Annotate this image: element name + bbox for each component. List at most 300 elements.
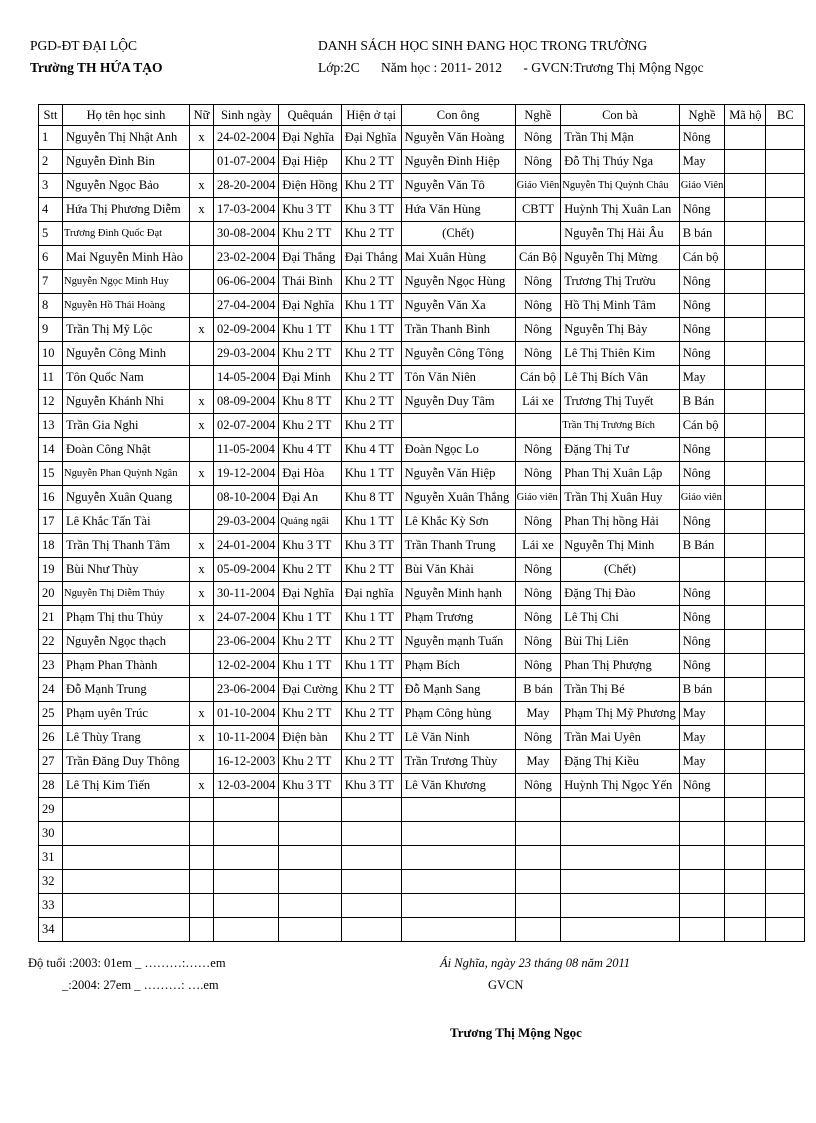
cell-household-code — [725, 414, 766, 438]
cell-student-name — [63, 918, 190, 942]
cell-household-code — [725, 702, 766, 726]
cell-father-name: (Chết) — [401, 222, 515, 246]
cell-mother-job — [679, 870, 725, 894]
cell-student-name: Lê Khắc Tấn Tài — [63, 510, 190, 534]
cell-female — [190, 870, 214, 894]
cell-female — [190, 222, 214, 246]
cell-birth-date: 16-12-2003 — [214, 750, 279, 774]
cell-hometown: Đại Nghĩa — [279, 126, 341, 150]
teacher-signature-name: Trương Thị Mộng Ngọc — [450, 1025, 582, 1040]
cell-stt: 18 — [39, 534, 63, 558]
cell-residence: Đại nghĩa — [341, 582, 401, 606]
cell-father-job: Nông — [515, 462, 561, 486]
cell-residence: Khu 8 TT — [341, 486, 401, 510]
cell-mother-job: Nông — [679, 606, 725, 630]
cell-stt: 13 — [39, 414, 63, 438]
cell-bc — [766, 750, 805, 774]
cell-birth-date: 05-09-2004 — [214, 558, 279, 582]
cell-female: x — [190, 126, 214, 150]
cell-mother-job: B Bán — [679, 534, 725, 558]
cell-stt: 6 — [39, 246, 63, 270]
cell-student-name: Nguyễn Công Minh — [63, 342, 190, 366]
cell-student-name: Nguyễn Xuân Quang — [63, 486, 190, 510]
cell-father-job — [515, 798, 561, 822]
cell-mother-job — [679, 822, 725, 846]
cell-stt: 14 — [39, 438, 63, 462]
cell-stt: 2 — [39, 150, 63, 174]
cell-student-name: Nguyễn Ngọc thạch — [63, 630, 190, 654]
cell-father-name: Nguyễn Xuân Thắng — [401, 486, 515, 510]
gvcn-label: GVCN — [488, 978, 524, 992]
cell-household-code — [725, 630, 766, 654]
cell-bc — [766, 294, 805, 318]
class-label: Lớp:2C — [318, 60, 360, 75]
cell-father-name: Nguyễn mạnh Tuấn — [401, 630, 515, 654]
cell-residence — [341, 894, 401, 918]
cell-stt: 8 — [39, 294, 63, 318]
cell-household-code — [725, 318, 766, 342]
cell-residence: Khu 2 TT — [341, 678, 401, 702]
cell-stt: 27 — [39, 750, 63, 774]
cell-mother-job: Nông — [679, 630, 725, 654]
cell-birth-date: 12-03-2004 — [214, 774, 279, 798]
table-row — [39, 270, 805, 294]
cell-birth-date: 08-10-2004 — [214, 486, 279, 510]
cell-hometown: Quảng ngãi — [279, 510, 341, 534]
cell-student-name: Mai Nguyễn Minh Hào — [63, 246, 190, 270]
cell-mother-job: Nông — [679, 342, 725, 366]
cell-household-code — [725, 822, 766, 846]
table-row — [39, 774, 805, 798]
age-summary-2003: Độ tuổi :2003: 01em _ ………:……em — [28, 956, 226, 970]
education-office: PGD-ĐT ĐẠI LỘC — [30, 38, 137, 53]
table-row — [39, 174, 805, 198]
cell-hometown: Khu 2 TT — [279, 702, 341, 726]
cell-father-job: Nông — [515, 294, 561, 318]
cell-father-name: Nguyễn Văn Xa — [401, 294, 515, 318]
cell-stt: 3 — [39, 174, 63, 198]
cell-household-code — [725, 174, 766, 198]
cell-student-name: Nguyễn Ngọc Bảo — [63, 174, 190, 198]
cell-mother-name: Đặng Thị Tư — [561, 438, 679, 462]
cell-hometown: Khu 8 TT — [279, 390, 341, 414]
cell-household-code — [725, 390, 766, 414]
cell-female: x — [190, 534, 214, 558]
cell-household-code — [725, 654, 766, 678]
cell-mother-job: Nông — [679, 294, 725, 318]
cell-father-name — [401, 918, 515, 942]
cell-student-name: Trần Gia Nghi — [63, 414, 190, 438]
column-header-stt: Stt — [39, 105, 63, 126]
cell-residence: Khu 1 TT — [341, 318, 401, 342]
cell-student-name — [63, 846, 190, 870]
cell-hometown — [279, 918, 341, 942]
cell-residence — [341, 918, 401, 942]
cell-female — [190, 486, 214, 510]
cell-bc — [766, 558, 805, 582]
cell-bc — [766, 246, 805, 270]
cell-household-code — [725, 222, 766, 246]
cell-female — [190, 294, 214, 318]
cell-stt: 22 — [39, 630, 63, 654]
cell-residence: Khu 2 TT — [341, 222, 401, 246]
cell-female: x — [190, 198, 214, 222]
cell-father-job: Nông — [515, 342, 561, 366]
cell-stt: 26 — [39, 726, 63, 750]
cell-female — [190, 246, 214, 270]
cell-mother-job: Giáo viên — [679, 486, 725, 510]
cell-household-code — [725, 534, 766, 558]
cell-father-job — [515, 222, 561, 246]
table-row — [39, 870, 805, 894]
cell-hometown: Khu 3 TT — [279, 534, 341, 558]
cell-female — [190, 654, 214, 678]
cell-bc — [766, 582, 805, 606]
cell-female: x — [190, 390, 214, 414]
cell-birth-date: 24-01-2004 — [214, 534, 279, 558]
cell-stt: 34 — [39, 918, 63, 942]
table-row — [39, 246, 805, 270]
cell-hometown: Khu 2 TT — [279, 414, 341, 438]
cell-household-code — [725, 462, 766, 486]
cell-father-job: B bán — [515, 678, 561, 702]
cell-father-job: Giáo Viên — [515, 174, 561, 198]
cell-birth-date: 29-03-2004 — [214, 510, 279, 534]
cell-mother-name: Trần Thị Mận — [561, 126, 679, 150]
cell-mother-name: Phạm Thị Mỹ Phương — [561, 702, 679, 726]
cell-father-job: May — [515, 702, 561, 726]
cell-household-code — [725, 558, 766, 582]
cell-mother-job: May — [679, 750, 725, 774]
cell-father-name — [401, 846, 515, 870]
cell-birth-date: 02-07-2004 — [214, 414, 279, 438]
cell-bc — [766, 342, 805, 366]
cell-father-job: Giáo viên — [515, 486, 561, 510]
cell-mother-name: Hồ Thị Minh Tâm — [561, 294, 679, 318]
cell-mother-name: Trương Thị Tuyết — [561, 390, 679, 414]
cell-father-job — [515, 918, 561, 942]
cell-household-code — [725, 750, 766, 774]
column-header-bc: BC — [766, 105, 805, 126]
cell-mother-job: Nông — [679, 126, 725, 150]
cell-hometown: Khu 1 TT — [279, 654, 341, 678]
cell-mother-name: Nguyễn Thị Mừng — [561, 246, 679, 270]
cell-bc — [766, 918, 805, 942]
cell-hometown: Đại An — [279, 486, 341, 510]
table-row — [39, 630, 805, 654]
cell-stt: 24 — [39, 678, 63, 702]
cell-father-name: Lê Khắc Kỳ Sơn — [401, 510, 515, 534]
table-row — [39, 366, 805, 390]
cell-residence: Khu 2 TT — [341, 630, 401, 654]
cell-father-name: Nguyễn Minh hạnh — [401, 582, 515, 606]
cell-bc — [766, 318, 805, 342]
cell-residence: Khu 1 TT — [341, 462, 401, 486]
cell-household-code — [725, 150, 766, 174]
cell-female: x — [190, 558, 214, 582]
cell-mother-job: Nông — [679, 438, 725, 462]
cell-female — [190, 270, 214, 294]
cell-father-name: Phạm Bích — [401, 654, 515, 678]
cell-mother-name — [561, 894, 679, 918]
cell-mother-job: Nông — [679, 510, 725, 534]
cell-bc — [766, 174, 805, 198]
cell-mother-name: Đặng Thị Kiều — [561, 750, 679, 774]
cell-mother-job: May — [679, 726, 725, 750]
cell-bc — [766, 534, 805, 558]
cell-student-name: Nguyễn Hồ Thái Hoàng — [63, 294, 190, 318]
cell-student-name: Tôn Quốc Nam — [63, 366, 190, 390]
cell-household-code — [725, 870, 766, 894]
table-row — [39, 558, 805, 582]
cell-female: x — [190, 582, 214, 606]
cell-father-job: Nông — [515, 774, 561, 798]
table-row — [39, 918, 805, 942]
cell-hometown: Khu 2 TT — [279, 342, 341, 366]
cell-father-job: Lái xe — [515, 534, 561, 558]
cell-father-name: Nguyễn Ngọc Hùng — [401, 270, 515, 294]
cell-father-job: CBTT — [515, 198, 561, 222]
cell-household-code — [725, 918, 766, 942]
cell-father-job: Nông — [515, 630, 561, 654]
cell-student-name: Nguyễn Phan Quỳnh Ngân — [63, 462, 190, 486]
cell-birth-date: 17-03-2004 — [214, 198, 279, 222]
cell-residence: Khu 1 TT — [341, 510, 401, 534]
cell-hometown: Đại Hòa — [279, 462, 341, 486]
cell-hometown: Điện bàn — [279, 726, 341, 750]
cell-mother-job — [679, 894, 725, 918]
table-header-row — [39, 105, 805, 126]
cell-father-job: Nông — [515, 606, 561, 630]
cell-student-name: Nguyễn Đình Bin — [63, 150, 190, 174]
cell-stt: 15 — [39, 462, 63, 486]
cell-mother-name: (Chết) — [561, 558, 679, 582]
cell-female: x — [190, 174, 214, 198]
cell-hometown: Khu 3 TT — [279, 774, 341, 798]
table-row — [39, 534, 805, 558]
homeroom-teacher: - GVCN:Trương Thị Mộng Ngọc — [523, 60, 704, 75]
cell-mother-job: Cán bộ — [679, 246, 725, 270]
cell-mother-name: Trần Thị Xuân Huy — [561, 486, 679, 510]
cell-birth-date: 01-07-2004 — [214, 150, 279, 174]
cell-father-name — [401, 894, 515, 918]
table-row — [39, 726, 805, 750]
column-header-female: Nữ — [190, 105, 214, 126]
cell-female — [190, 822, 214, 846]
cell-father-job — [515, 846, 561, 870]
cell-father-job — [515, 414, 561, 438]
cell-father-name: Trần Thanh Bình — [401, 318, 515, 342]
table-row — [39, 702, 805, 726]
cell-birth-date — [214, 822, 279, 846]
cell-mother-job: Nông — [679, 582, 725, 606]
cell-father-name: Nguyễn Đình Hiệp — [401, 150, 515, 174]
cell-female — [190, 846, 214, 870]
cell-residence — [341, 822, 401, 846]
cell-mother-name: Bùi Thị Liên — [561, 630, 679, 654]
cell-student-name: Trần Thị Thanh Tâm — [63, 534, 190, 558]
cell-birth-date: 19-12-2004 — [214, 462, 279, 486]
cell-bc — [766, 846, 805, 870]
cell-hometown: Đại Thắng — [279, 246, 341, 270]
cell-stt: 21 — [39, 606, 63, 630]
cell-birth-date: 24-02-2004 — [214, 126, 279, 150]
cell-mother-name — [561, 822, 679, 846]
cell-female — [190, 438, 214, 462]
cell-household-code — [725, 246, 766, 270]
cell-residence: Khu 2 TT — [341, 414, 401, 438]
cell-female — [190, 678, 214, 702]
cell-stt: 23 — [39, 654, 63, 678]
cell-household-code — [725, 198, 766, 222]
cell-student-name: Nguyễn Ngọc Minh Huy — [63, 270, 190, 294]
cell-residence: Khu 3 TT — [341, 774, 401, 798]
cell-hometown — [279, 798, 341, 822]
table-row — [39, 654, 805, 678]
cell-stt: 17 — [39, 510, 63, 534]
cell-birth-date — [214, 870, 279, 894]
cell-bc — [766, 438, 805, 462]
cell-bc — [766, 894, 805, 918]
cell-household-code — [725, 774, 766, 798]
cell-mother-name: Trần Thị Bé — [561, 678, 679, 702]
cell-household-code — [725, 294, 766, 318]
cell-residence: Khu 2 TT — [341, 270, 401, 294]
cell-female — [190, 798, 214, 822]
cell-father-name: Đỗ Mạnh Sang — [401, 678, 515, 702]
cell-household-code — [725, 846, 766, 870]
cell-father-name — [401, 414, 515, 438]
cell-residence: Đại Nghĩa — [341, 126, 401, 150]
cell-father-job: Nông — [515, 270, 561, 294]
cell-bc — [766, 678, 805, 702]
cell-hometown: Khu 1 TT — [279, 606, 341, 630]
cell-mother-name: Trần Mai Uyên — [561, 726, 679, 750]
cell-residence: Khu 2 TT — [341, 558, 401, 582]
table-row — [39, 390, 805, 414]
cell-birth-date: 23-06-2004 — [214, 630, 279, 654]
cell-residence: Khu 2 TT — [341, 702, 401, 726]
cell-bc — [766, 366, 805, 390]
cell-father-name: Nguyễn Văn Hoàng — [401, 126, 515, 150]
cell-father-job — [515, 822, 561, 846]
cell-mother-job: Cán bộ — [679, 414, 725, 438]
cell-stt: 30 — [39, 822, 63, 846]
cell-bc — [766, 462, 805, 486]
column-header-mother-name: Con bà — [561, 105, 679, 126]
cell-mother-name: Lê Thị Chi — [561, 606, 679, 630]
cell-bc — [766, 126, 805, 150]
cell-household-code — [725, 894, 766, 918]
cell-birth-date: 02-09-2004 — [214, 318, 279, 342]
cell-stt: 10 — [39, 342, 63, 366]
cell-father-name: Nguyễn Duy Tâm — [401, 390, 515, 414]
table-row — [39, 894, 805, 918]
cell-residence: Khu 3 TT — [341, 534, 401, 558]
cell-birth-date: 30-08-2004 — [214, 222, 279, 246]
cell-hometown: Khu 2 TT — [279, 750, 341, 774]
cell-father-name: Nguyễn Văn Tô — [401, 174, 515, 198]
cell-birth-date: 11-05-2004 — [214, 438, 279, 462]
table-row — [39, 342, 805, 366]
table-row — [39, 198, 805, 222]
table-row — [39, 510, 805, 534]
column-header-father-job: Nghề — [515, 105, 561, 126]
cell-mother-name: Lê Thị Thiên Kim — [561, 342, 679, 366]
table-row — [39, 846, 805, 870]
cell-mother-job: B bán — [679, 222, 725, 246]
cell-birth-date: 23-02-2004 — [214, 246, 279, 270]
table-row — [39, 126, 805, 150]
cell-father-job: May — [515, 750, 561, 774]
cell-stt: 19 — [39, 558, 63, 582]
cell-hometown: Khu 3 TT — [279, 198, 341, 222]
cell-household-code — [725, 270, 766, 294]
cell-student-name: Trần Đăng Duy Thông — [63, 750, 190, 774]
cell-female: x — [190, 462, 214, 486]
cell-hometown: Đại Nghĩa — [279, 582, 341, 606]
column-header-household-code: Mã hộ — [725, 105, 766, 126]
table-row — [39, 798, 805, 822]
cell-birth-date: 24-07-2004 — [214, 606, 279, 630]
cell-birth-date: 08-09-2004 — [214, 390, 279, 414]
cell-father-name: Đoàn Ngọc Lo — [401, 438, 515, 462]
cell-stt: 20 — [39, 582, 63, 606]
cell-father-job: Nông — [515, 318, 561, 342]
column-header-residence: Hiện ở tại — [341, 105, 401, 126]
cell-bc — [766, 270, 805, 294]
cell-student-name: Hứa Thị Phương Diễm — [63, 198, 190, 222]
cell-mother-job: May — [679, 366, 725, 390]
cell-female — [190, 630, 214, 654]
cell-bc — [766, 726, 805, 750]
cell-household-code — [725, 438, 766, 462]
cell-birth-date — [214, 918, 279, 942]
cell-mother-job: B bán — [679, 678, 725, 702]
cell-mother-name: Phan Thị Xuân Lập — [561, 462, 679, 486]
cell-female — [190, 366, 214, 390]
cell-mother-name: Nguyễn Thị Quỳnh Châu — [561, 174, 679, 198]
page-title: DANH SÁCH HỌC SINH ĐANG HỌC TRONG TRƯỜNG — [318, 38, 648, 53]
cell-residence: Khu 1 TT — [341, 606, 401, 630]
cell-stt: 29 — [39, 798, 63, 822]
cell-birth-date: 29-03-2004 — [214, 342, 279, 366]
cell-residence: Khu 2 TT — [341, 174, 401, 198]
cell-female — [190, 342, 214, 366]
cell-mother-name: Trần Thị Trương Bích — [561, 414, 679, 438]
cell-birth-date: 06-06-2004 — [214, 270, 279, 294]
cell-stt: 1 — [39, 126, 63, 150]
cell-student-name: Phạm Thị thu Thủy — [63, 606, 190, 630]
table-row — [39, 318, 805, 342]
cell-mother-name: Nguyễn Thị Bảy — [561, 318, 679, 342]
cell-mother-job: Giáo Viên — [679, 174, 725, 198]
cell-bc — [766, 798, 805, 822]
cell-student-name: Đỗ Mạnh Trung — [63, 678, 190, 702]
cell-bc — [766, 222, 805, 246]
cell-mother-name: Phan Thị Phượng — [561, 654, 679, 678]
table-row — [39, 750, 805, 774]
column-header-hometown: Quêquán — [279, 105, 341, 126]
cell-bc — [766, 654, 805, 678]
cell-bc — [766, 510, 805, 534]
cell-hometown: Khu 2 TT — [279, 558, 341, 582]
cell-stt: 32 — [39, 870, 63, 894]
cell-female: x — [190, 318, 214, 342]
cell-mother-job — [679, 918, 725, 942]
cell-hometown: Khu 2 TT — [279, 222, 341, 246]
cell-residence: Khu 2 TT — [341, 150, 401, 174]
